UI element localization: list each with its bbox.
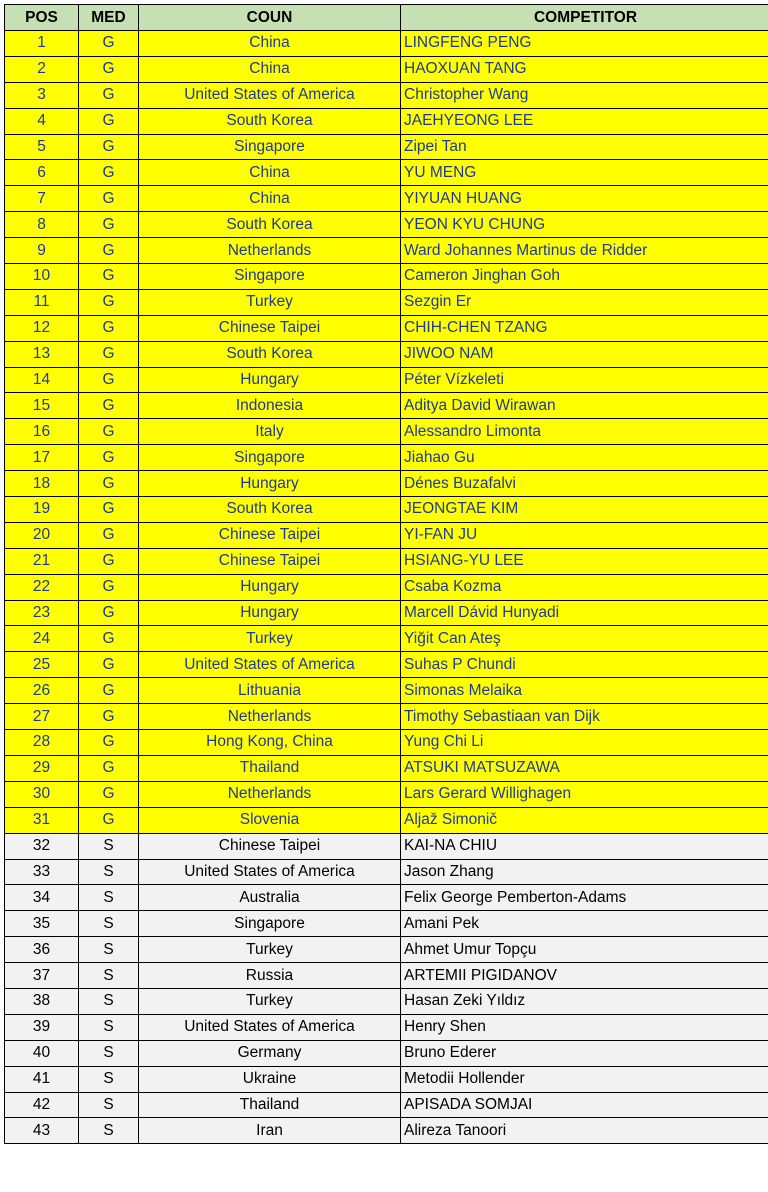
country-cell: Hungary	[139, 600, 401, 626]
competitor-cell: Jason Zhang	[401, 859, 768, 885]
position-cell: 35	[5, 911, 79, 937]
medal-cell: G	[79, 108, 139, 134]
competitor-cell: Cameron Jinghan Goh	[401, 264, 768, 290]
position-cell: 26	[5, 678, 79, 704]
position-cell: 6	[5, 160, 79, 186]
competitor-cell: Simonas Melaika	[401, 678, 768, 704]
country-cell: Italy	[139, 419, 401, 445]
competitor-cell: Alireza Tanoori	[401, 1118, 768, 1144]
medal-cell: G	[79, 393, 139, 419]
medal-cell: G	[79, 471, 139, 497]
position-cell: 41	[5, 1066, 79, 1092]
position-cell: 33	[5, 859, 79, 885]
header-country: COUN	[139, 5, 401, 31]
country-cell: China	[139, 186, 401, 212]
country-cell: Chinese Taipei	[139, 548, 401, 574]
medal-cell: G	[79, 704, 139, 730]
medal-cell: G	[79, 574, 139, 600]
medal-cell: G	[79, 315, 139, 341]
table-row	[5, 134, 768, 160]
results-table	[4, 4, 768, 1144]
table-row	[5, 419, 768, 445]
medal-cell: S	[79, 859, 139, 885]
country-cell: United States of America	[139, 859, 401, 885]
position-cell: 17	[5, 445, 79, 471]
country-cell: Hungary	[139, 367, 401, 393]
country-cell: South Korea	[139, 497, 401, 523]
position-cell: 4	[5, 108, 79, 134]
medal-cell: S	[79, 833, 139, 859]
competitor-cell: JAEHYEONG LEE	[401, 108, 768, 134]
competitor-cell: Péter Vízkeleti	[401, 367, 768, 393]
medal-cell: S	[79, 988, 139, 1014]
competitor-cell: HAOXUAN TANG	[401, 56, 768, 82]
competitor-cell: Ahmet Umur Topçu	[401, 937, 768, 963]
medal-cell: G	[79, 548, 139, 574]
competitor-cell: Yung Chi Li	[401, 730, 768, 756]
country-cell: China	[139, 160, 401, 186]
competitor-cell: Aljaž Simonič	[401, 807, 768, 833]
medal-cell: S	[79, 885, 139, 911]
table-body	[5, 31, 768, 1144]
country-cell: Singapore	[139, 445, 401, 471]
competitor-cell: Aditya David Wirawan	[401, 393, 768, 419]
country-cell: United States of America	[139, 82, 401, 108]
medal-cell: G	[79, 134, 139, 160]
medal-cell: G	[79, 160, 139, 186]
medal-cell: G	[79, 755, 139, 781]
position-cell: 39	[5, 1014, 79, 1040]
table-row	[5, 1040, 768, 1066]
table-row	[5, 393, 768, 419]
competitor-cell: Christopher Wang	[401, 82, 768, 108]
table-row	[5, 988, 768, 1014]
position-cell: 13	[5, 341, 79, 367]
table-row	[5, 471, 768, 497]
country-cell: Thailand	[139, 1092, 401, 1118]
country-cell: Chinese Taipei	[139, 833, 401, 859]
table-row	[5, 522, 768, 548]
position-cell: 7	[5, 186, 79, 212]
table-row	[5, 186, 768, 212]
competitor-cell: Timothy Sebastiaan van Dijk	[401, 704, 768, 730]
position-cell: 31	[5, 807, 79, 833]
table-row	[5, 108, 768, 134]
table-row	[5, 264, 768, 290]
medal-cell: S	[79, 911, 139, 937]
competitor-cell: Alessandro Limonta	[401, 419, 768, 445]
position-cell: 21	[5, 548, 79, 574]
competitor-cell: Jiahao Gu	[401, 445, 768, 471]
position-cell: 24	[5, 626, 79, 652]
medal-cell: S	[79, 1066, 139, 1092]
table-row	[5, 238, 768, 264]
table-row	[5, 626, 768, 652]
country-cell: China	[139, 31, 401, 57]
position-cell: 30	[5, 781, 79, 807]
header-pos: POS	[5, 5, 79, 31]
table-row	[5, 548, 768, 574]
table-row	[5, 885, 768, 911]
table-row	[5, 341, 768, 367]
position-cell: 29	[5, 755, 79, 781]
competitor-cell: YI-FAN JU	[401, 522, 768, 548]
competitor-cell: Yiğit Can Ateş	[401, 626, 768, 652]
position-cell: 9	[5, 238, 79, 264]
position-cell: 37	[5, 963, 79, 989]
table-row	[5, 678, 768, 704]
medal-cell: G	[79, 781, 139, 807]
country-cell: Hong Kong, China	[139, 730, 401, 756]
country-cell: Indonesia	[139, 393, 401, 419]
position-cell: 34	[5, 885, 79, 911]
table-row	[5, 212, 768, 238]
country-cell: Singapore	[139, 911, 401, 937]
country-cell: South Korea	[139, 108, 401, 134]
table-row	[5, 315, 768, 341]
country-cell: Netherlands	[139, 238, 401, 264]
country-cell: Netherlands	[139, 781, 401, 807]
position-cell: 15	[5, 393, 79, 419]
competitor-cell: Ward Johannes Martinus de Ridder	[401, 238, 768, 264]
table-row	[5, 1014, 768, 1040]
country-cell: Iran	[139, 1118, 401, 1144]
competitor-cell: Sezgin Er	[401, 289, 768, 315]
medal-cell: S	[79, 1092, 139, 1118]
competitor-cell: JEONGTAE KIM	[401, 497, 768, 523]
country-cell: Thailand	[139, 755, 401, 781]
table-row	[5, 600, 768, 626]
country-cell: Australia	[139, 885, 401, 911]
competitor-cell: Bruno Ederer	[401, 1040, 768, 1066]
competitor-cell: ARTEMII PIGIDANOV	[401, 963, 768, 989]
country-cell: Turkey	[139, 988, 401, 1014]
competitor-cell: Metodii Hollender	[401, 1066, 768, 1092]
table-row	[5, 574, 768, 600]
table-row	[5, 859, 768, 885]
medal-cell: G	[79, 367, 139, 393]
country-cell: South Korea	[139, 341, 401, 367]
medal-cell: S	[79, 1040, 139, 1066]
medal-cell: S	[79, 1118, 139, 1144]
position-cell: 11	[5, 289, 79, 315]
medal-cell: G	[79, 678, 139, 704]
position-cell: 8	[5, 212, 79, 238]
country-cell: Singapore	[139, 264, 401, 290]
table-row	[5, 56, 768, 82]
position-cell: 14	[5, 367, 79, 393]
country-cell: Germany	[139, 1040, 401, 1066]
competitor-cell: Zipei Tan	[401, 134, 768, 160]
medal-cell: S	[79, 937, 139, 963]
position-cell: 3	[5, 82, 79, 108]
competitor-cell: APISADA SOMJAI	[401, 1092, 768, 1118]
medal-cell: G	[79, 212, 139, 238]
medal-cell: G	[79, 497, 139, 523]
competitor-cell: Lars Gerard Willighagen	[401, 781, 768, 807]
medal-cell: G	[79, 807, 139, 833]
medal-cell: G	[79, 522, 139, 548]
position-cell: 23	[5, 600, 79, 626]
position-cell: 2	[5, 56, 79, 82]
table-row	[5, 445, 768, 471]
table-row	[5, 730, 768, 756]
competitor-cell: Csaba Kozma	[401, 574, 768, 600]
medal-cell: G	[79, 264, 139, 290]
header-medal: MED	[79, 5, 139, 31]
position-cell: 25	[5, 652, 79, 678]
medal-cell: G	[79, 419, 139, 445]
medal-cell: G	[79, 341, 139, 367]
position-cell: 32	[5, 833, 79, 859]
header-competitor: COMPETITOR	[401, 5, 768, 31]
table-row	[5, 963, 768, 989]
table-row	[5, 833, 768, 859]
table-row	[5, 937, 768, 963]
header-row	[5, 5, 768, 31]
table-row	[5, 497, 768, 523]
country-cell: Slovenia	[139, 807, 401, 833]
competitor-cell: Marcell Dávid Hunyadi	[401, 600, 768, 626]
country-cell: Turkey	[139, 626, 401, 652]
position-cell: 10	[5, 264, 79, 290]
table-row	[5, 31, 768, 57]
position-cell: 38	[5, 988, 79, 1014]
country-cell: Russia	[139, 963, 401, 989]
table-row	[5, 289, 768, 315]
position-cell: 5	[5, 134, 79, 160]
position-cell: 40	[5, 1040, 79, 1066]
country-cell: United States of America	[139, 652, 401, 678]
country-cell: Chinese Taipei	[139, 315, 401, 341]
competitor-cell: HSIANG-YU LEE	[401, 548, 768, 574]
competitor-cell: Dénes Buzafalvi	[401, 471, 768, 497]
competitor-cell: ATSUKI MATSUZAWA	[401, 755, 768, 781]
position-cell: 28	[5, 730, 79, 756]
position-cell: 36	[5, 937, 79, 963]
medal-cell: G	[79, 238, 139, 264]
table-row	[5, 1066, 768, 1092]
table-row	[5, 367, 768, 393]
position-cell: 12	[5, 315, 79, 341]
position-cell: 42	[5, 1092, 79, 1118]
medal-cell: G	[79, 186, 139, 212]
competitor-cell: Felix George Pemberton-Adams	[401, 885, 768, 911]
medal-cell: G	[79, 600, 139, 626]
medal-cell: S	[79, 1014, 139, 1040]
country-cell: Lithuania	[139, 678, 401, 704]
country-cell: Ukraine	[139, 1066, 401, 1092]
competitor-cell: LINGFENG PENG	[401, 31, 768, 57]
competitor-cell: CHIH-CHEN TZANG	[401, 315, 768, 341]
position-cell: 22	[5, 574, 79, 600]
position-cell: 43	[5, 1118, 79, 1144]
country-cell: China	[139, 56, 401, 82]
table-row	[5, 160, 768, 186]
medal-cell: G	[79, 445, 139, 471]
competitor-cell: Suhas P Chundi	[401, 652, 768, 678]
competitor-cell: Amani Pek	[401, 911, 768, 937]
competitor-cell: KAI-NA CHIU	[401, 833, 768, 859]
position-cell: 16	[5, 419, 79, 445]
medal-cell: G	[79, 626, 139, 652]
table-row	[5, 82, 768, 108]
table-row	[5, 911, 768, 937]
table-row	[5, 1092, 768, 1118]
medal-cell: G	[79, 730, 139, 756]
country-cell: Chinese Taipei	[139, 522, 401, 548]
competitor-cell: Hasan Zeki Yıldız	[401, 988, 768, 1014]
competitor-cell: YEON KYU CHUNG	[401, 212, 768, 238]
table-row	[5, 781, 768, 807]
medal-cell: G	[79, 82, 139, 108]
country-cell: Hungary	[139, 471, 401, 497]
country-cell: United States of America	[139, 1014, 401, 1040]
medal-cell: G	[79, 31, 139, 57]
country-cell: Turkey	[139, 289, 401, 315]
table-row	[5, 704, 768, 730]
country-cell: Netherlands	[139, 704, 401, 730]
table-row	[5, 652, 768, 678]
table-row	[5, 755, 768, 781]
medal-cell: G	[79, 289, 139, 315]
position-cell: 19	[5, 497, 79, 523]
position-cell: 1	[5, 31, 79, 57]
competitor-cell: JIWOO NAM	[401, 341, 768, 367]
position-cell: 27	[5, 704, 79, 730]
country-cell: Hungary	[139, 574, 401, 600]
competitor-cell: Henry Shen	[401, 1014, 768, 1040]
position-cell: 18	[5, 471, 79, 497]
medal-cell: G	[79, 56, 139, 82]
country-cell: South Korea	[139, 212, 401, 238]
table-row	[5, 807, 768, 833]
country-cell: Singapore	[139, 134, 401, 160]
competitor-cell: YIYUAN HUANG	[401, 186, 768, 212]
position-cell: 20	[5, 522, 79, 548]
competitor-cell: YU MENG	[401, 160, 768, 186]
table-row	[5, 1118, 768, 1144]
medal-cell: G	[79, 652, 139, 678]
country-cell: Turkey	[139, 937, 401, 963]
medal-cell: S	[79, 963, 139, 989]
